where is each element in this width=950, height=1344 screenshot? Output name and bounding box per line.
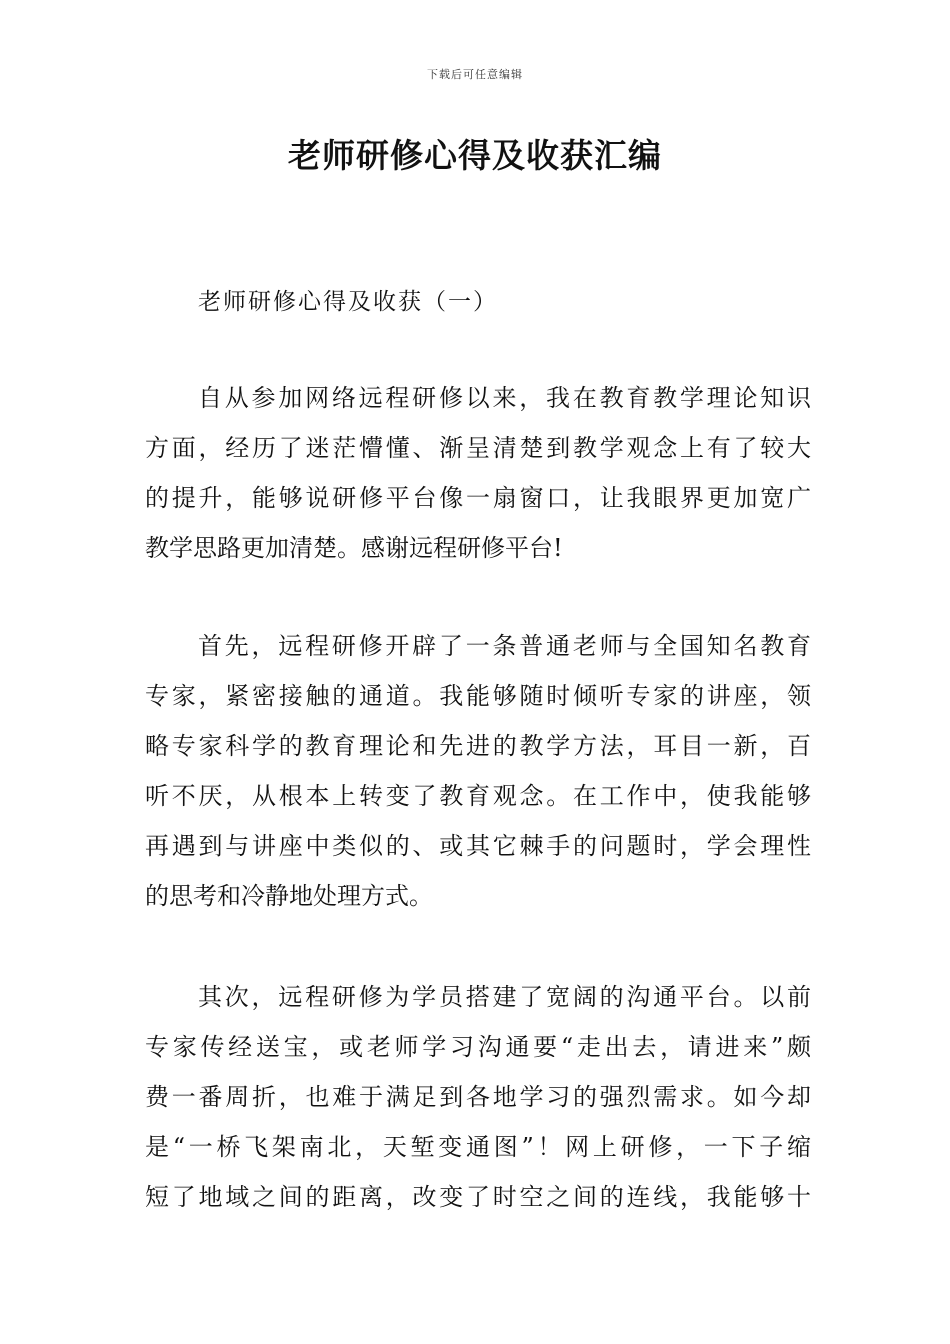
- paragraph-line: 其次，远程研修为学员搭建了宽阔的沟通平台。以前: [198, 983, 811, 1011]
- paragraph-line: 的提升，能够说研修平台像一扇窗口，让我眼界更加宽广: [145, 484, 811, 512]
- paragraph-line: 教学思路更加清楚。感谢远程研修平台!: [145, 534, 563, 562]
- document-title: 老师研修心得及收获汇编: [288, 136, 662, 175]
- header-note: 下载后可任意编辑: [427, 68, 523, 81]
- paragraph-1: [145, 373, 811, 573]
- paragraph-line: 略专家科学的教育理论和先进的教学方法，耳目一新，百: [145, 732, 811, 760]
- section-heading: 老师研修心得及收获（一）: [198, 289, 498, 315]
- paragraph-line: 的思考和冷静地处理方式。: [145, 882, 433, 910]
- paragraph-line: 专家，紧密接触的通道。我能够随时倾听专家的讲座，领: [145, 682, 811, 710]
- paragraph-line: 听不厌，从根本上转变了教育观念。在工作中，使我能够: [145, 782, 811, 810]
- paragraph-line: 短了地域之间的距离，改变了时空之间的连线，我能够十: [145, 1183, 811, 1211]
- paragraph-line: 费一番周折，也难于满足到各地学习的强烈需求。如今却: [145, 1083, 811, 1111]
- paragraph-line: 首先，远程研修开辟了一条普通老师与全国知名教育: [198, 632, 811, 660]
- paragraph-line: 自从参加网络远程研修以来，我在教育教学理论知识: [198, 384, 811, 412]
- paragraph-2: [145, 621, 811, 921]
- paragraph-line: 方面，经历了迷茫懵懂、渐呈清楚到教学观念上有了较大: [145, 434, 811, 462]
- paragraph-line: 专家传经送宝，或老师学习沟通要“走出去，请进来”颇: [145, 1033, 811, 1061]
- paragraph-line: 是“一桥飞架南北，天堑变通图”！网上研修，一下子缩: [145, 1133, 811, 1161]
- paragraph-3: [145, 972, 811, 1222]
- paragraph-line: 再遇到与讲座中类似的、或其它棘手的问题时，学会理性: [145, 832, 811, 860]
